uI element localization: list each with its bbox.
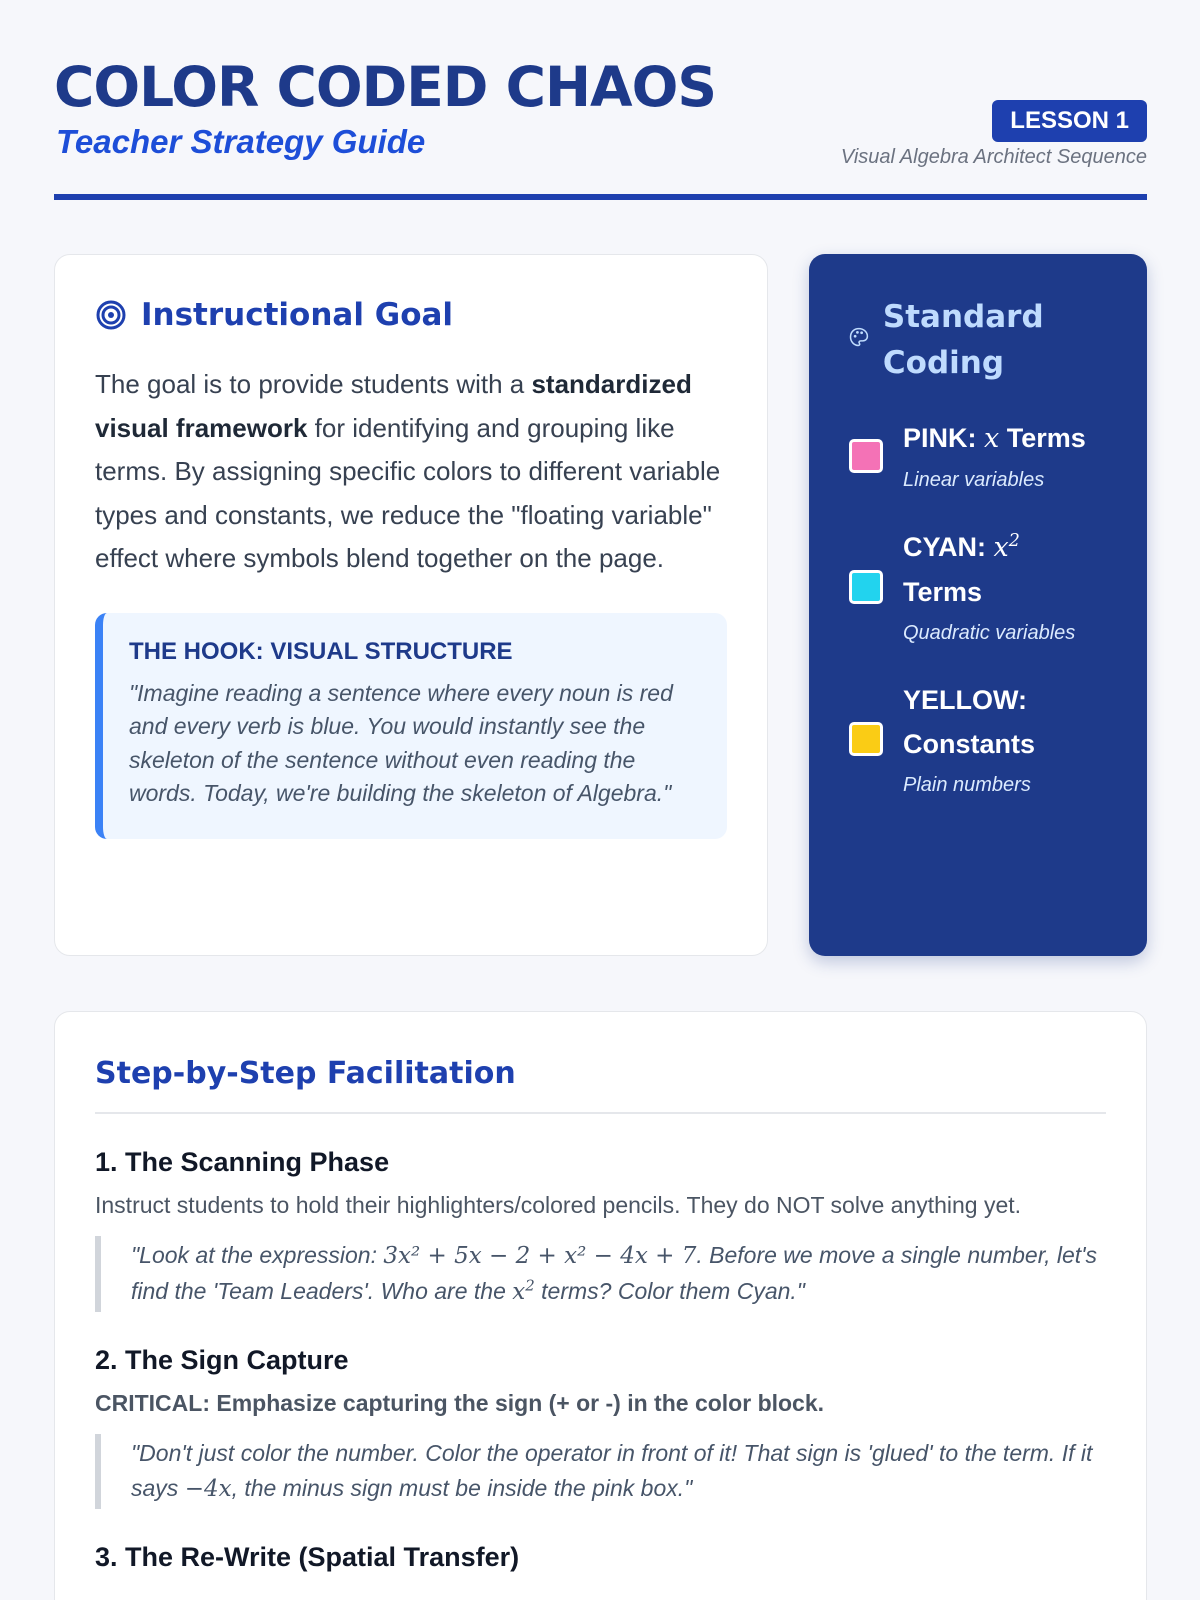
goal-paragraph [95, 363, 727, 581]
step-sign-capture [95, 1342, 1106, 1509]
page-title: COLOR CODED CHAOS [54, 55, 716, 119]
step-title: 3. The Re-Write (Spatial Transfer) [95, 1542, 520, 1572]
step-quote-part: . Before we move a single number, let's find the 'Team Leaders'. Who are the [131, 1242, 1098, 1304]
step-inline-math [512, 1276, 535, 1305]
standard-coding-heading [849, 294, 1107, 386]
code-label-cyan [903, 525, 1075, 614]
code-variable: x [984, 423, 1000, 454]
goal-text-after: for identifying and grouping like terms. By assigning specific colors to different variable types and constants, we reduce the "floating variable" effect where symbols blend together on the page. [95, 412, 721, 573]
step-title: 2. The Sign Capture [95, 1345, 349, 1375]
step-scanning-phase [95, 1144, 1106, 1312]
step-expression: 3x² + 5x − 2 + x² − 4x + 7 [383, 1243, 697, 1269]
lesson-badge: LESSON 1 [992, 100, 1147, 142]
step-quote-part: , the minus sign must be inside the pink box." [231, 1475, 693, 1501]
step-expression: −4x [184, 1476, 232, 1502]
instructional-goal-heading [95, 295, 727, 335]
hook-title: THE HOOK: VISUAL STRUCTURE [129, 637, 513, 665]
page-subtitle: Teacher Strategy Guide [56, 123, 426, 160]
hook-callout [95, 613, 727, 839]
code-suffix: Constants [903, 729, 1036, 759]
code-color-name: YELLOW: [903, 685, 1027, 715]
step-title: 1. The Scanning Phase [95, 1147, 390, 1177]
code-item-text [903, 678, 1035, 800]
code-variable-exponent: 2 [1008, 531, 1020, 551]
step-quote [95, 1434, 1106, 1509]
step-quote-part: "Don't just color the number. Color the operator in front of it! That sign is 'glued' to the term. If it says [131, 1440, 1093, 1501]
step-description: CRITICAL: Emphasize capturing the sign (+ or -) in the color block. [95, 1390, 825, 1416]
page-header [54, 52, 1147, 200]
code-color-name: PINK: [903, 423, 977, 453]
instructional-goal-heading-text: Instructional Goal [141, 297, 454, 333]
code-color-name: CYAN: [903, 532, 987, 562]
step-re-write [95, 1539, 1106, 1575]
code-suffix: Terms [903, 577, 983, 607]
code-label-pink [903, 416, 1086, 461]
pink-swatch [849, 439, 883, 473]
code-variable [994, 532, 1020, 563]
goal-text-bold: standardized visual framework [95, 369, 692, 443]
code-label-yellow [903, 678, 1035, 766]
code-desc-pink: Linear variables [903, 469, 1045, 491]
step-quote [95, 1236, 1106, 1312]
code-desc-cyan: Quadratic variables [903, 622, 1076, 644]
code-item-text [903, 525, 1075, 648]
code-desc-yellow: Plain numbers [903, 774, 1031, 796]
yellow-swatch [849, 722, 883, 756]
step-description: Instruct students to hold their highlighters/colored pencils. They do NOT solve anything yet. [95, 1192, 1022, 1218]
facilitation-heading: Step-by-Step Facilitation [95, 1052, 1106, 1114]
step-quote-part: terms? Color them Cyan." [534, 1278, 805, 1304]
goal-text-before: The goal is to provide students with a [95, 369, 532, 399]
target-icon [95, 299, 127, 331]
palette-icon [849, 324, 869, 350]
code-variable-base: x [993, 532, 1009, 563]
inline-variable: x [512, 1279, 526, 1305]
cyan-swatch [849, 570, 883, 604]
code-item-pink [849, 416, 1107, 495]
code-suffix: Terms [1006, 423, 1086, 453]
facilitation-card [54, 1011, 1147, 1600]
code-item-cyan [849, 525, 1107, 648]
step-quote-part: "Look at the expression: [131, 1242, 384, 1268]
standard-coding-heading-text: Standard Coding [882, 299, 1044, 381]
hook-quote: "Imagine reading a sentence where every noun is red and every verb is blue. You would instantly see the skeleton of the sentence without even reading the words. Today, we're building the skeleton of Algebra." [129, 679, 673, 806]
code-item-yellow [849, 678, 1107, 800]
sequence-label: Visual Algebra Architect Sequence [840, 146, 1147, 168]
inline-exponent: 2 [525, 1276, 535, 1295]
standard-coding-card [809, 254, 1147, 956]
instructional-goal-card [54, 254, 768, 956]
code-item-text [903, 416, 1086, 495]
